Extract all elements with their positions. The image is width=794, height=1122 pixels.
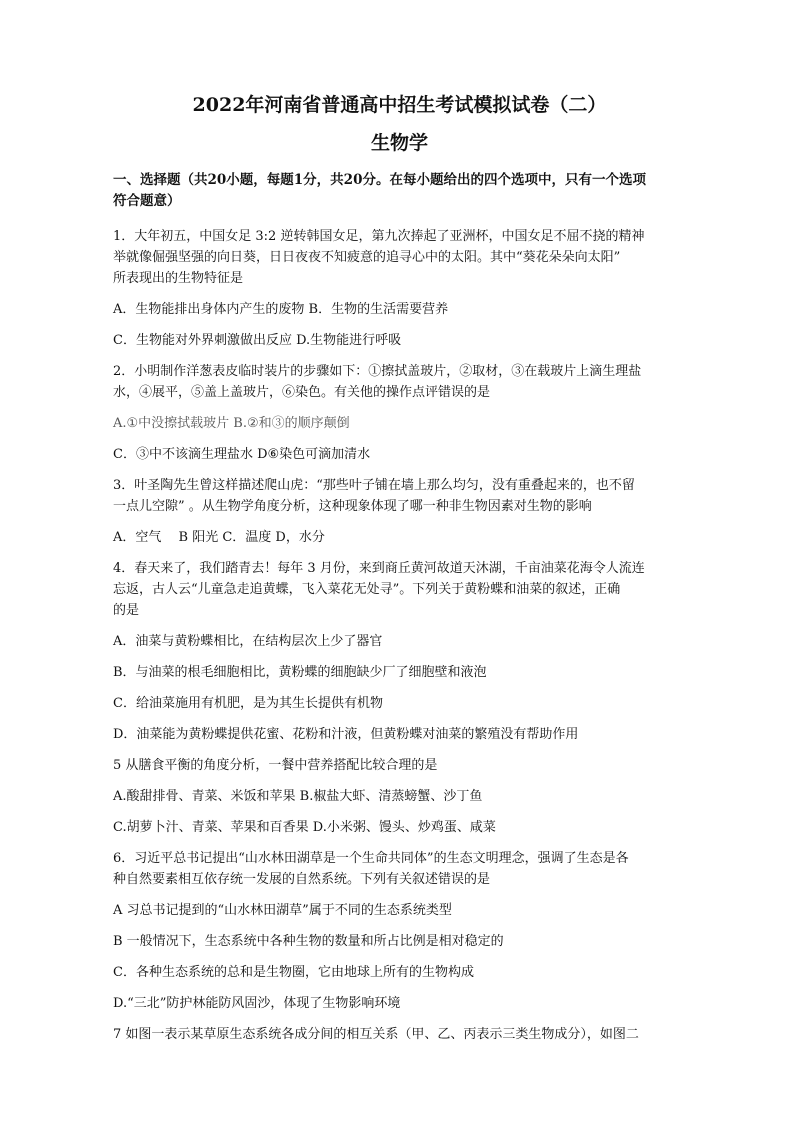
- question-stem-line: 7 如图一表示某草原生态系统各成分间的相互关系（甲、乙、丙表示三类生物成分），如图二: [113, 1027, 639, 1042]
- question-7: [113, 1024, 686, 1045]
- question-6: [113, 848, 686, 1014]
- question-option: B．与油菜的根毛细胞相比，黄粉蝶的细胞缺少厂了细胞壁和液泡: [113, 665, 487, 680]
- question-option: A．空气 B 阳光 C．温度 D，水分: [113, 530, 325, 545]
- question-option: D．油菜能为黄粉蝶提供花蜜、花粉和汁液，但黄粉蝶对油菜的繁殖没有帮助作用: [113, 727, 579, 742]
- question-stem-line: 6．习近平总书记提出“山水林田湖草是一个生命共同体”的生态文明理念，强调了生态是各: [113, 851, 629, 866]
- question-stem-line: 种自然要素相互依存统一发展的自然系统。下列有关叙述错误的是: [113, 872, 491, 887]
- question-option: A.酸甜排骨、青菜、米饭和苹果 B.椒盐大虾、清蒸螃蟹、沙丁鱼: [113, 789, 483, 804]
- exam-title: 2022年河南省普通高中招生考试模拟试卷（二）: [192, 94, 607, 116]
- question-stem-line: 一点儿空隙” 。从生物学角度分析，这种现象体现了哪一种非生物因素对生物的影响: [113, 499, 592, 514]
- section-heading: [113, 170, 686, 212]
- question-option: C．各种生态系统的总和是生物圈，它由地球上所有的生物构成: [113, 965, 474, 980]
- question-option: A.①中没擦拭载玻片 B.②和③的顺序颠倒: [113, 416, 350, 431]
- question-stem-line: 2．小明制作洋葱表皮临时装片的步骤如下：①擦拭盖玻片，②取材，③在载玻片上滴生理盐: [113, 364, 642, 379]
- question-stem-line: 忘返，古人云“儿童急走追黄蝶，飞入菜花无处寻”。下列关于黄粉蝶和油菜的叙述，正确: [113, 582, 621, 597]
- question-stem-line: 5 从膳食平衡的角度分析，一餐中营养搭配比较合理的是: [113, 758, 438, 773]
- question-option: A．生物能排出身体内产生的废物 B．生物的生活需要营养: [113, 302, 449, 317]
- question-option: C．生物能对外界刺激做出反应 D.生物能进行呼吸: [113, 333, 402, 348]
- question-option: A 习总书记提到的“山水林田湖草”属于不同的生态系统类型: [113, 903, 452, 918]
- question-stem-line: 所表现出的生物特征是: [113, 271, 244, 286]
- question-4: [113, 558, 686, 745]
- question-1: [113, 226, 686, 351]
- question-stem-line: 1．大年初五，中国女足 3:2 逆转韩国女足，第九次捧起了亚洲杯，中国女足不屈不挠的精神: [113, 229, 645, 244]
- question-option: C．③中不该滴生理盐水 D⑥染色可滴加清水: [113, 447, 371, 462]
- question-2: [113, 361, 686, 465]
- question-3: [113, 475, 686, 548]
- question-option: C．给油菜施用有机肥，是为其生长提供有机物: [113, 696, 383, 711]
- question-option: A．油菜与黄粉蝶相比，在结构层次上少了器官: [113, 634, 383, 649]
- section-heading-line-2: 符合题意）: [113, 193, 181, 209]
- question-5: [113, 755, 686, 838]
- question-stem-line: 举就像倔强坚强的向日葵，日日夜夜不知疲意的追寻心中的太阳。其中“葵花朵朵向太阳”: [113, 250, 621, 265]
- subject-title: 生物学: [370, 132, 428, 154]
- question-option: D.“三北”防护林能防风固沙，体现了生物影响环境: [113, 996, 401, 1011]
- question-option: B 一般情况下，生态系统中各种生物的数量和所占比例是相对稳定的: [113, 934, 504, 949]
- question-stem-line: 的是: [113, 603, 140, 618]
- question-option: C.胡萝卜汁、青菜、苹果和百香果 D.小米粥、馒头、炒鸡蛋、咸菜: [113, 820, 496, 835]
- section-heading-line-1: 一、选择题（共20小题，每题1分，共20分。在每小题给出的四个选项中，只有一个选项: [113, 172, 646, 188]
- question-stem-line: 4．春天来了，我们踏青去！每年 3 月份，来到商丘黄河故道天沐湖，千亩油菜花海令人流连: [113, 561, 645, 576]
- question-stem-line: 3．叶圣陶先生曾这样描述爬山虎：“那些叶子铺在墙上那么均匀，没有重叠起来的，也不留: [113, 478, 635, 493]
- question-stem-line: 水，④展平，⑤盖上盖玻片，⑥染色。有关他的操作点评错误的是: [113, 385, 491, 400]
